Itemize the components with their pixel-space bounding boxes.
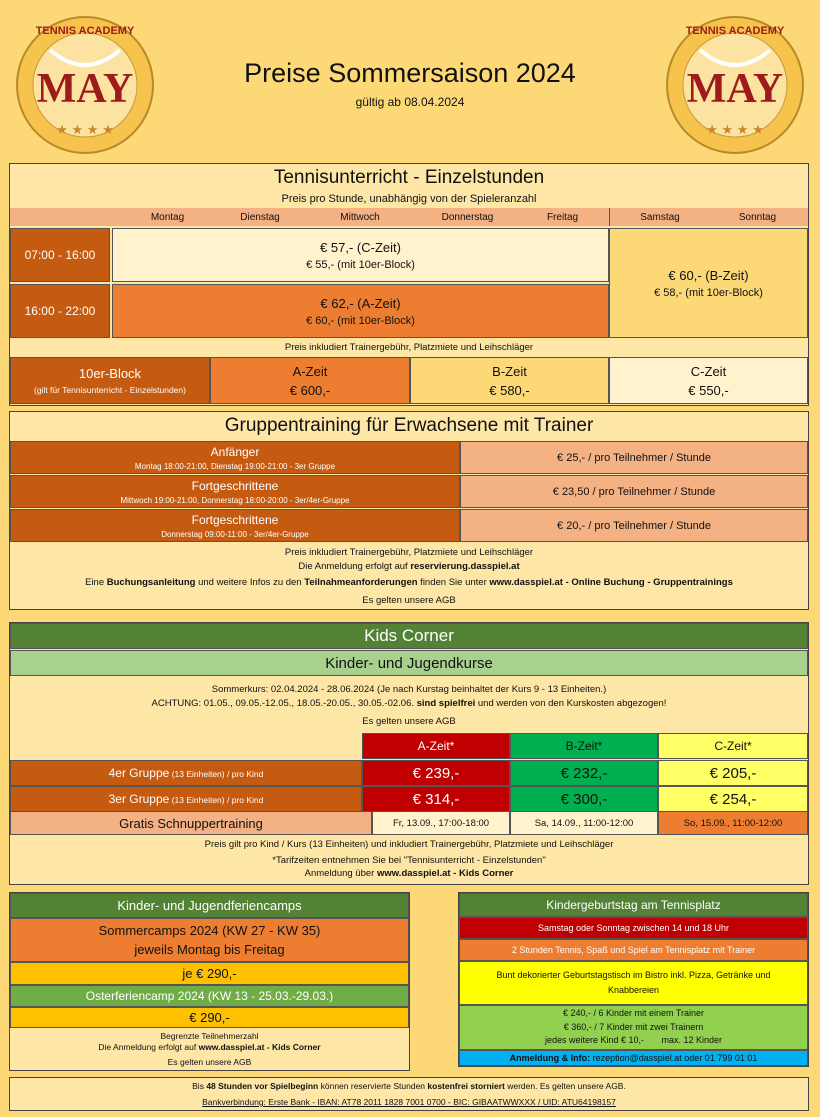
group-name: Fortgeschrittene [191,478,279,493]
camps-kids-corner-link[interactable]: www.dasspiel.at - Kids Corner [198,1042,321,1052]
kids-4er-c-price: € 205,- [658,760,808,786]
group-detail: (13 Einheiten) / pro Kind [169,795,264,805]
ten-block-sublabel: (gilt für Tennisunterricht - Einzelstunden) [34,385,186,395]
ten-block-c-label: C-Zeit [690,363,727,379]
gruppen-note-1: Preis inkludiert Trainergebühr, Platzmiete und Leihschläger [284,546,534,558]
note-text: finden Sie unter [417,577,490,588]
requirements-text: Teilnahmeanforderungen [304,577,418,588]
c-zeit-block-price: € 55,- (mit 10er-Block) [306,258,415,271]
birthday-price-7: € 360,- / 7 Kinder mit zwei Trainern [563,1021,704,1032]
einzel-title: Tennisunterricht - Einzelstunden [273,167,545,188]
kids-corner-link[interactable]: www.dasspiel.at - Kids Corner [376,868,514,879]
group-row-advanced-morning-label [10,509,460,542]
day-monday: Montag [150,211,185,223]
footer-text: werden. Es gelten unsere AGB. [504,1081,626,1091]
summer-camps-days: jeweils Montag bis Freitag [134,942,285,957]
group-detail: Montag 18:00-21:00, Dienstag 19:00-21:00 - 3er Gruppe [134,461,336,471]
kids-warning [10,698,808,712]
birthday-when: Samstag oder Sonntag zwischen 14 und 18 Uhr [459,917,808,939]
group-name: Anfänger [210,444,260,459]
birthday-price-extra: jedes weitere Kind € 10,- max. 12 Kinder [544,1035,723,1046]
c-zeit-cell [112,228,609,282]
time-slot-evening: 16:00 - 22:00 [10,284,110,338]
day-thursday: Donnerstag [441,211,494,223]
footer-text: können reservierte Stunden [318,1081,428,1091]
group-name: Fortgeschrittene [191,512,279,527]
ten-block-a-label: A-Zeit [292,363,328,379]
camps-title: Kinder- und Jugendferiencamps [10,893,409,918]
ten-block-b-cell [410,357,609,404]
einzel-price-note: Preis inkludiert Trainergebühr, Platzmiete und Leihschläger [284,341,534,353]
summer-camps-cell [10,918,409,962]
kids-3er-b-price: € 300,- [510,786,658,812]
a-zeit-cell [112,284,609,338]
trial-sunday: So, 15.09., 11:00-12:00 [658,811,808,835]
weekend-divider [609,208,610,226]
easter-camp-price: € 290,- [10,1007,409,1028]
summer-camps-dates: Sommercamps 2024 (KW 27 - KW 35) [98,923,321,938]
warning-text: und werden von den Kurskosten abgezogen! [475,698,667,709]
group-row-advanced-label [10,475,460,508]
contact-details[interactable]: rezeption@dasspiel.at oder 01 799 01 01 [590,1053,758,1063]
academy-logo-right [660,10,810,160]
day-saturday: Samstag [640,211,680,223]
camps-agb-note: Es gelten unsere AGB [167,1056,252,1067]
trial-saturday: Sa, 14.09., 11:00-12:00 [510,811,658,835]
kids-row-4er-label [10,760,362,786]
a-zeit-price: € 62,- (A-Zeit) [320,295,401,311]
note-text: Eine [85,577,107,588]
kids-foot-3 [10,868,808,882]
note-text: Die Anmeldung erfolgt auf [298,561,411,572]
birthday-contact [459,1050,808,1066]
svg-text:★ ★ ★ ★: ★ ★ ★ ★ [56,122,114,137]
gruppen-title: Gruppentraining für Erwachsene mit Trainer [224,415,594,436]
group-row-beginner-label [10,441,460,474]
ten-block-c-cell [609,357,808,404]
kids-foot-1: Preis gilt pro Kind / Kurs (13 Einheiten) und inkludiert Trainergebühr, Platzmiete und Leihschläger [204,838,614,850]
camps-note-2 [10,1042,409,1055]
day-wednesday: Mittwoch [340,211,380,223]
kids-row-3er-label [10,786,362,812]
b-zeit-price: € 60,- (B-Zeit) [668,267,749,283]
b-zeit-block-price: € 58,- (mit 10er-Block) [654,286,763,299]
footer-highlight: 48 Stunden vor Spielbeginn [206,1081,319,1091]
warning-dates: ACHTUNG: 01.05., 09.05.-12.05., 18.05.-20.05., 30.05.-02.06. [151,698,414,709]
footer-text: Bis [192,1081,207,1091]
page-subtitle: gültig ab 08.04.2024 [355,95,465,109]
group-name: 3er Gruppe [108,792,170,806]
svg-text:MAY: MAY [686,66,784,112]
svg-text:★ ★ ★ ★: ★ ★ ★ ★ [706,122,764,137]
footer-highlight: kostenfrei storniert [427,1081,505,1091]
academy-logo-left [10,10,160,160]
kids-agb-note: Es gelten unsere AGB [362,715,456,727]
a-zeit-block-price: € 60,- (mit 10er-Block) [306,314,415,327]
note-text: und weitere Infos zu den [195,577,305,588]
ten-block-b-price: € 580,- [489,382,530,398]
ten-block-a-cell [210,357,410,404]
gruppen-agb-note: Es gelten unsere AGB [362,594,456,606]
note-text: Die Anmeldung erfolgt auf [98,1042,199,1052]
kids-subtitle: Kinder- und Jugendkurse [10,650,808,676]
trial-training-label: Gratis Schnuppertraining [10,811,372,835]
footer-cancellation [10,1081,808,1094]
ten-block-b-label: B-Zeit [492,363,527,379]
group-row-advanced-morning-price: € 20,- / pro Teilnehmer / Stunde [460,509,808,542]
gruppen-note-2 [10,561,808,575]
einzel-subtitle: Preis pro Stunde, unabhängig von der Spieleranzahl [281,193,537,205]
group-row-advanced-price: € 23,50 / pro Teilnehmer / Stunde [460,475,808,508]
kids-col-b-zeit: B-Zeit* [510,733,658,759]
camps-note-1: Begrenzte Teilnehmerzahl [160,1030,259,1041]
kids-col-a-zeit: A-Zeit* [362,733,510,759]
trial-friday: Fr, 13.09., 17:00-18:00 [372,811,510,835]
logo-main-text: MAY [36,66,134,112]
group-name: 4er Gruppe [108,766,170,780]
ten-block-c-price: € 550,- [688,382,729,398]
group-detail: Mittwoch 19:00-21:00, Donnerstag 18:00-20:00 - 3er/4er-Gruppe [120,495,350,505]
c-zeit-price: € 57,- (C-Zeit) [320,239,401,255]
day-friday: Freitag [546,211,579,223]
kids-3er-a-price: € 314,- [362,786,510,812]
ten-block-a-price: € 600,- [289,382,331,398]
summer-camps-price: je € 290,- [10,962,409,985]
b-zeit-cell [609,228,808,338]
gruppen-note-3 [10,577,808,591]
birthday-what: 2 Stunden Tennis, Spaß und Spiel am Tennisplatz mit Trainer [459,939,808,961]
ten-block-label-cell [10,357,210,404]
kids-4er-b-price: € 232,- [510,760,658,786]
birthday-prices [459,1005,808,1050]
svg-text:TENNIS ACADEMY: TENNIS ACADEMY [35,25,135,37]
group-detail: Donnerstag 09:00-11:00 - 3er/4er-Gruppe [161,529,309,539]
day-sunday: Sonntag [738,211,777,223]
birthday-title: Kindergeburtstag am Tennisplatz [459,893,808,917]
birthday-food: Bunt dekorierter Geburtstagstisch im Bistro inkl. Pizza, Getränke und Knabbereien [459,961,808,1005]
kids-col-c-zeit: C-Zeit* [658,733,808,759]
note-text: Anmeldung über [304,868,377,879]
contact-label: Anmeldung & Info: [509,1053,591,1063]
birthday-price-6: € 240,- / 6 Kinder mit einem Trainer [562,1008,705,1019]
kids-foot-2: *Tarifzeiten entnehmen Sie bei "Tennisunterricht - Einzelstunden" [272,854,546,866]
group-training-link[interactable]: www.dasspiel.at - Online Buchung - Gruppentrainings [489,577,733,588]
kids-course-dates: Sommerkurs: 02.04.2024 - 28.06.2024 (Je nach Kurstag beinhaltet der Kurs 9 - 13 Einheiten.) [211,683,607,695]
kids-3er-c-price: € 254,- [658,786,808,812]
time-slot-morning: 07:00 - 16:00 [10,228,110,282]
group-row-beginner-price: € 25,- / pro Teilnehmer / Stunde [460,441,808,474]
reservation-link[interactable]: reservierung.dasspiel.at [410,561,520,572]
page-title: Preise Sommersaison 2024 [244,57,576,88]
day-tuesday: Dienstag [240,211,280,223]
ten-block-label: 10er-Block [78,366,142,381]
footer-bank-details: Bankverbindung: Erste Bank - IBAN: AT78 2011 1828 7001 0700 - BIC: GIBAATWWXXX / UID: ATU64198157 [202,1097,616,1107]
warning-highlight: sind spielfrei [414,698,476,709]
kids-title: Kids Corner [10,623,808,649]
booking-guide-text: Buchungsanleitung [106,577,196,588]
svg-text:TENNIS ACADEMY: TENNIS ACADEMY [685,25,785,37]
easter-camp-dates: Osterferiencamp 2024 (KW 13 - 25.03.-29.03.) [10,985,409,1007]
kids-4er-a-price: € 239,- [362,760,510,786]
group-detail: (13 Einheiten) / pro Kind [169,769,264,779]
